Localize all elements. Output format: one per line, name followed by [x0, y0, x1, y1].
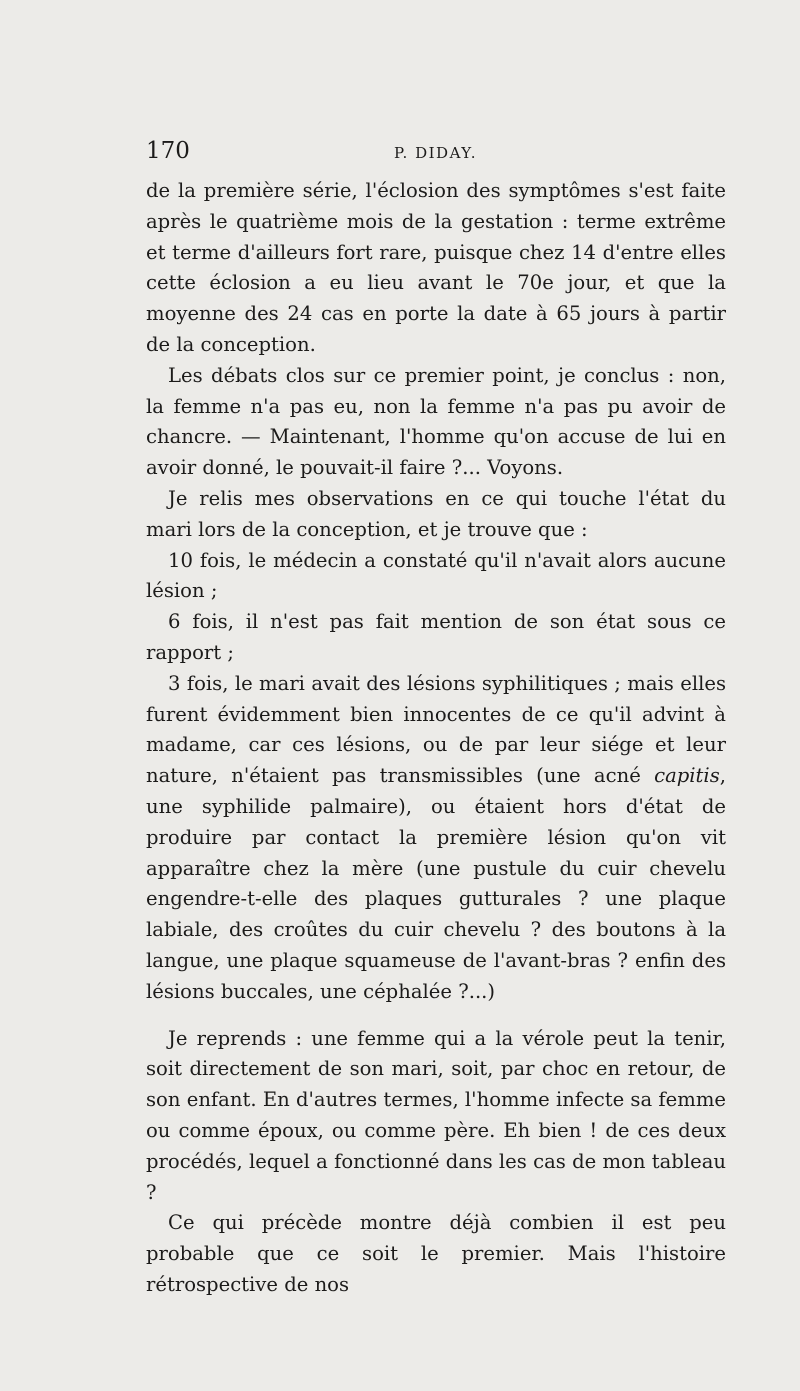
paragraph-text: , une syphilide palmaire), ou étaient hors d'état de produire par contact la première lésion qu'on vit apparaître chez la mère (une pustule du cuir chevelu engendre-t-elle des plaques gutturales ? une plaque labiale, des croûtes du cuir chevelu ? des boutons à la langue, une plaque squameuse de l'avant-bras ? enfin des lésions buccales, une céphalée ?...) [146, 764, 726, 1003]
paragraph: Ce qui précède montre déjà combien il est peu probable que ce soit le premier. Mais l'histoire rétrospective de nos [146, 1211, 726, 1296]
page-number: 170 [146, 138, 190, 164]
page-header [146, 138, 726, 168]
paragraph: Je reprends : une femme qui a la vérole peut la tenir, soit directement de son mari, soit, par choc en retour, de son enfant. En d'autres termes, l'homme infecte sa femme ou comme époux, ou comme père. Eh bien ! de ces deux procédés, lequel a fonctionné dans les cas de mon tableau ? [146, 1026, 726, 1204]
running-head: P. DIDAY. [394, 144, 478, 162]
italic-term: capitis [654, 764, 720, 788]
paragraph: Je relis mes observations en ce qui touche l'état du mari lors de la conception, et je trouve que : [146, 486, 726, 541]
paragraph [146, 669, 726, 1008]
paragraph-text: 3 fois, le mari avait des lésions syphilitiques ; mais elles furent évidemment bien innocentes de ce qu'il advint à madame, car ces lésions, ou de par leur siége et leur nature, n'étaient pas transmissibles (une acné [146, 671, 726, 788]
body-text [146, 176, 726, 1301]
paragraph: Les débats clos sur ce premier point, je conclus : non, la femme n'a pas eu, non la femme n'a pas pu avoir de chancre. — Maintenant, l'homme qu'on accuse de lui en avoir donné, le pouvait-il faire ?... Voyons. [146, 363, 726, 480]
paragraph: 6 fois, il n'est pas fait mention de son état sous ce rapport ; [146, 610, 726, 664]
paragraph: 10 fois, le médecin a constaté qu'il n'avait alors aucune lésion ; [146, 548, 726, 603]
paragraph: de la première série, l'éclosion des symptômes s'est faite après le quatrième mois de la gestation : terme extrême et terme d'ailleurs fort rare, puisque chez 14 d'entre elles cette éclosion a eu lieu avant le 70e jour, et que la moyenne des 24 cas en porte la date à 65 jours à partir de la conception. [146, 179, 726, 356]
